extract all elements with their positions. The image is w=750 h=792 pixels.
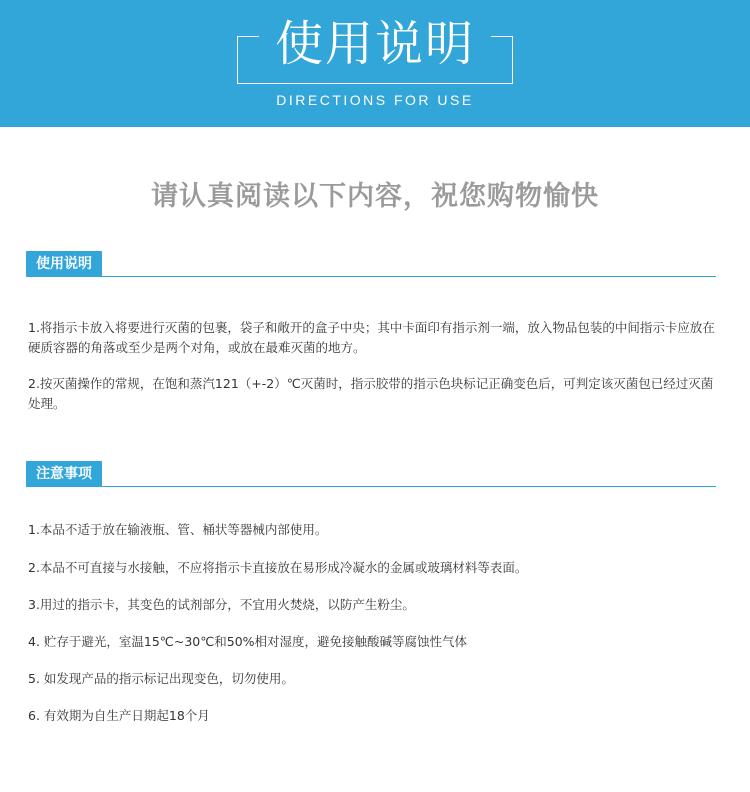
notes-item-3: 3.用过的指示卡，其变色的试剂部分，不宜用火焚烧，以防产生粉尘。 [28,597,415,612]
usage-item-2: 2.按灭菌操作的常规，在饱和蒸汽121（+-2）℃灭菌时，指示胶带的指示色块标记正确变色后，可判定该灭菌包已经过灭菌处理。 [28,376,714,411]
usage-section-header [26,251,716,277]
notes-section-header [26,461,716,487]
tagline: 请认真阅读以下内容，祝您购物愉快 [151,181,599,212]
frame-bottom-line [237,83,513,84]
usage-section-rule [26,276,716,277]
notes-item-5: 5. 如发现产品的指示标记出现变色，切勿使用。 [28,671,294,686]
notes-section-heading: 注意事项 [26,461,102,487]
banner-title: 使用说明 [274,16,475,72]
header-banner [0,0,750,127]
usage-section-heading: 使用说明 [26,251,102,277]
notes-section-rule [26,486,716,487]
notes-item-6: 6. 有效期为自生产日期起18个月 [28,708,210,723]
notes-item-2: 2.本品不可直接与水接触，不应将指示卡直接放在易形成冷凝水的金属或玻璃材料等表面。 [28,560,528,575]
usage-item-1: 1.将指示卡放入将要进行灭菌的包裹，袋子和敞开的盒子中央；其中卡面印有指示剂一端，放入物品包装的中间指示卡应放在硬质容器的角落或至少是两个对角，或放在最难灭菌的地方。 [28,320,715,355]
notes-item-4: 4. 贮存于避光，室温15℃~30℃和50%相对湿度，避免接触酸碱等腐蚀性气体 [28,634,468,649]
banner-subtitle: DIRECTIONS FOR USE [276,92,474,108]
notes-item-1: 1.本品不适于放在输液瓶、管、桶状等器械内部使用。 [28,522,328,537]
